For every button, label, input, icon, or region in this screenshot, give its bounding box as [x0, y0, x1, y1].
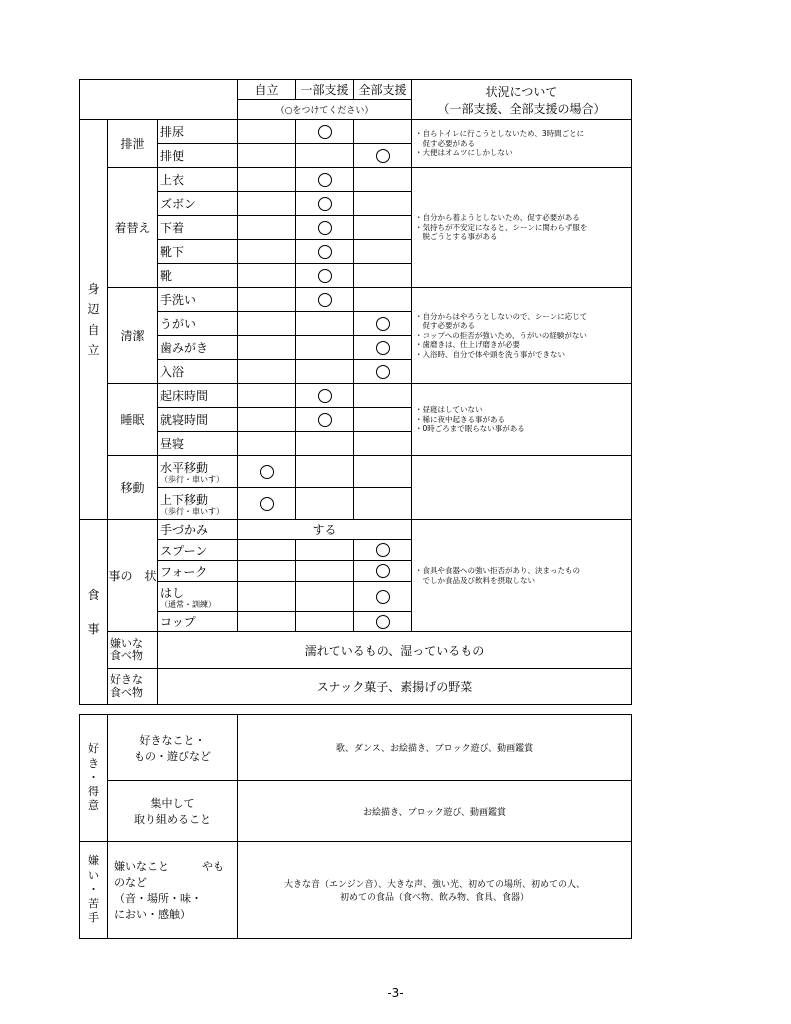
cleaning-label: 清潔 [108, 288, 158, 384]
item-chopsticks: はし （通常・訓練） [158, 582, 238, 612]
circle-mark [260, 497, 274, 511]
focus-label: 集中して 取り組めること [108, 781, 238, 842]
status-title: 状況について [485, 84, 558, 99]
circle-mark [376, 590, 390, 604]
disliked-food-value: 濡れているもの、湿っているもの [158, 632, 632, 669]
circle-mark [318, 269, 332, 283]
item-wake-time: 起床時間 [158, 384, 238, 408]
sleep-label: 睡眠 [108, 384, 158, 456]
circle-mark [318, 197, 332, 211]
circle-mark [318, 125, 332, 139]
dislikes-label: 嫌いなこと やも のなど （音・場所・味・ におい・感触） [108, 842, 238, 939]
meal-status-label: 事の 状 [108, 520, 158, 632]
circle-mark [318, 245, 332, 259]
page-number: -3- [387, 986, 404, 1000]
item-nap: 昼寝 [158, 432, 238, 456]
instruction-text: （○をつけてください） [238, 100, 412, 120]
circle-mark [318, 389, 332, 403]
hand-eating-value: する [238, 520, 412, 540]
likes-label: 好きなこと・ もの・遊びなど [108, 715, 238, 781]
item-toothbrush: 歯みがき [158, 336, 238, 360]
self-care-label: 身 辺 自 立 [80, 120, 108, 520]
item-shoes: 靴 [158, 264, 238, 288]
meal-notes: ・食具や食器への強い拒否があり、決まったもの でしか食品及び飲料を摂取しない [412, 520, 632, 632]
circle-mark [376, 365, 390, 379]
status-header [412, 80, 632, 120]
item-pants: ズボン [158, 192, 238, 216]
excretion-label: 排泄 [108, 120, 158, 168]
status-subtitle: （一部支援、全部支援の場合） [437, 101, 606, 116]
liked-food-value: スナック菓子、素揚げの野菜 [158, 669, 632, 705]
circle-mark [376, 615, 390, 629]
item-horizontal-move: 水平移動 （歩行・車いす） [158, 456, 238, 488]
header-self: 自立 [238, 80, 296, 100]
item-fork: フォーク [158, 561, 238, 582]
self-care-table [79, 79, 632, 705]
dislikes-side-label: 嫌 い ・ 苦 手 [80, 842, 108, 939]
dressing-notes: ・自分から着ようとしないため、促す必要がある ・気持ちが不安定になると、シーンに関わらず服を 脱ごうとする事がある [412, 168, 632, 288]
likes-side-label: 好 き ・ 得 意 [80, 715, 108, 842]
item-underwear: 下着 [158, 216, 238, 240]
item-defecation: 排便 [158, 144, 238, 168]
circle-mark [376, 564, 390, 578]
item-vertical-move: 上下移動 （歩行・車いす） [158, 488, 238, 520]
circle-mark [260, 465, 274, 479]
circle-mark [376, 543, 390, 557]
liked-food-label: 好きな 食べ物 [108, 669, 158, 705]
sleep-notes: ・昼寝はしていない ・稀に夜中起きる事がある ・0時ごろまで眠らない事がある [412, 384, 632, 456]
item-socks: 靴下 [158, 240, 238, 264]
item-spoon: スプーン [158, 540, 238, 561]
excretion-notes: ・自らトイレに行こうとしないため、3時間ごとに 促す必要がある ・大便はオムツにしかしない [412, 120, 632, 168]
circle-mark [318, 221, 332, 235]
likes-value: 歌、ダンス、お絵描き、ブロック遊び、動画鑑賞 [238, 715, 632, 781]
meal-label: 食 事 [80, 520, 108, 705]
mobility-notes [412, 456, 632, 520]
focus-value: お絵描き、ブロック遊び、動画鑑賞 [238, 781, 632, 842]
circle-mark [376, 341, 390, 355]
item-bath: 入浴 [158, 360, 238, 384]
circle-mark [376, 317, 390, 331]
item-hand-eating: 手づかみ [158, 520, 238, 540]
item-urination: 排尿 [158, 120, 238, 144]
item-cup: コップ [158, 612, 238, 632]
cleaning-notes: ・自分からはやろうとしないので、シーンに応じて 促す必要がある ・コップへの拒否が強いため、うがいの経験がない ・歯磨きは、仕上げ磨きが必要 ・入浴時、自分で体や頭を洗う事ができない [412, 288, 632, 384]
header-partial: 一部支援 [296, 80, 354, 100]
item-handwash: 手洗い [158, 288, 238, 312]
item-top: 上衣 [158, 168, 238, 192]
header-full: 全部支援 [354, 80, 412, 100]
mobility-label: 移動 [108, 456, 158, 520]
circle-mark [318, 173, 332, 187]
dislikes-value: 大きな音（エンジン音）、大きな声、強い光、初めての場所、初めての人、 初めての食品（食べ物、飲み物、食具、食器） [238, 842, 632, 939]
preferences-table [79, 714, 632, 939]
circle-mark [376, 149, 390, 163]
dressing-label: 着替え [108, 168, 158, 288]
circle-mark [318, 293, 332, 307]
disliked-food-label: 嫌いな 食べ物 [108, 632, 158, 669]
item-bed-time: 就寝時間 [158, 408, 238, 432]
circle-mark [318, 413, 332, 427]
item-gargle: うがい [158, 312, 238, 336]
